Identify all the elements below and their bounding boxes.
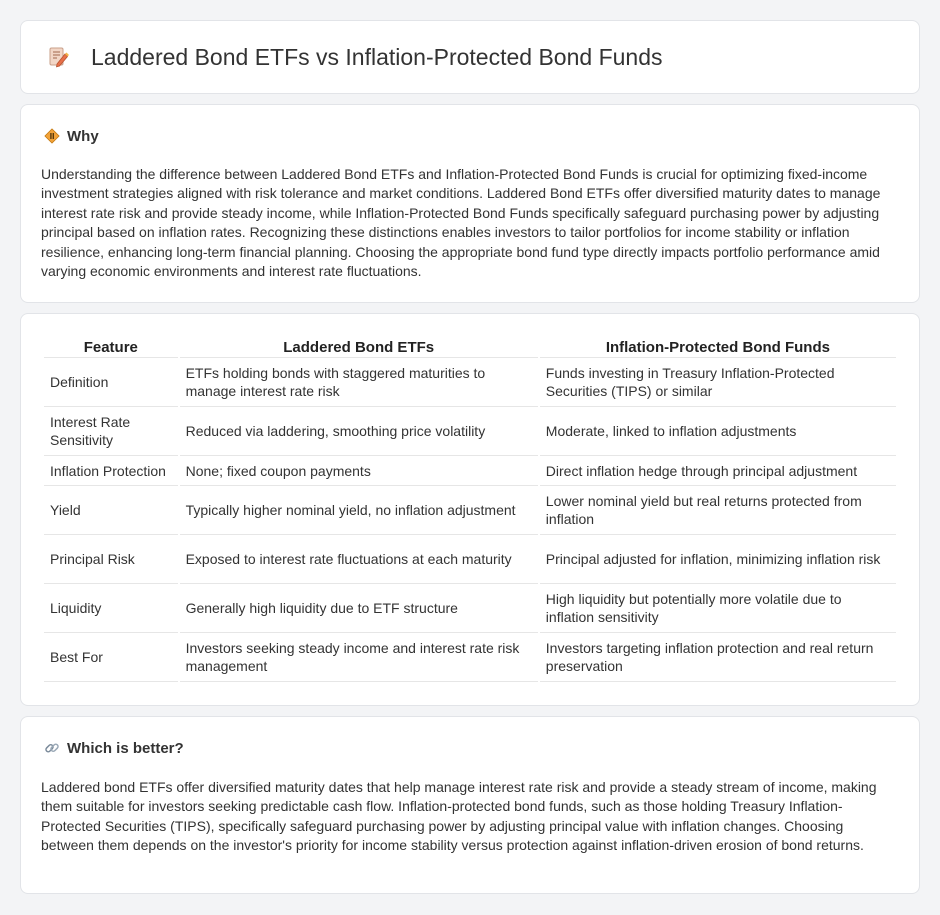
row-feature: Definition [44,358,178,407]
table-row [44,358,896,407]
better-paragraph: Laddered bond ETFs offer diversified maturity dates that help manage interest rate risk and provide a steady stream of income, making them suitable for investors seeking predictable cash flow. Inflation-protected bond funds, such as those holding Treasury Inflation-Protected Securities (TIPS), specifically safeguard purchasing power by adjusting principal value with inflation changes. Choosing between them depends on the investor's priority for income stability versus protection against inflation-driven erosion of bond returns. [41,779,877,854]
better-heading-row [43,739,184,757]
header-laddered: Laddered Bond ETFs [180,336,538,358]
header-feature: Feature [44,336,178,358]
row-laddered: Reduced via laddering, smoothing price volatility [180,407,538,456]
row-feature: Principal Risk [44,535,178,584]
why-heading: Why [67,127,99,145]
row-laddered: ETFs holding bonds with staggered maturities to manage interest rate risk [180,358,538,407]
header-inflation: Inflation-Protected Bond Funds [540,336,896,358]
table-row [44,633,896,682]
row-laddered: None; fixed coupon payments [180,456,538,486]
why-heading-row [43,127,99,145]
page-title: Laddered Bond ETFs vs Inflation-Protected Bond Funds [91,43,663,70]
row-feature: Best For [44,633,178,682]
row-inflation: Funds investing in Treasury Inflation-Protected Securities (TIPS) or similar [540,358,896,407]
document-edit-icon [47,46,69,68]
row-feature: Liquidity [44,584,178,633]
row-inflation: Lower nominal yield but real returns protected from inflation [540,486,896,535]
which-better-section [20,716,920,894]
row-laddered: Investors seeking steady income and interest rate risk management [180,633,538,682]
row-inflation: Moderate, linked to inflation adjustments [540,407,896,456]
table-row [44,486,896,535]
table-header-row [44,336,896,358]
table-row [44,407,896,456]
row-inflation: Investors targeting inflation protection and real return preservation [540,633,896,682]
row-laddered: Exposed to interest rate fluctuations at each maturity [180,535,538,584]
row-feature: Yield [44,486,178,535]
row-inflation: High liquidity but potentially more volatile due to inflation sensitivity [540,584,896,633]
row-feature: Inflation Protection [44,456,178,486]
row-laddered: Typically higher nominal yield, no inflation adjustment [180,486,538,535]
title-card [20,20,920,94]
table-row [44,584,896,633]
why-paragraph: Understanding the difference between Laddered Bond ETFs and Inflation-Protected Bond Funds is crucial for optimizing fixed-income investment strategies aligned with risk tolerance and market conditions. Laddered Bond ETFs offer diversified maturity dates to manage interest rate risk and provide steady income, while Inflation-Protected Bond Funds specifically safeguard purchasing power by adjusting principal based on inflation rates. Recognizing these distinctions enables investors to tailor portfolios for income stability or inflation resilience, enhancing long-term financial planning. Choosing the appropriate bond fund type directly impacts portfolio performance amid varying economic environments and interest rate fluctuations. [41,166,881,280]
better-heading: Which is better? [67,739,184,757]
comparison-card [20,313,920,706]
row-inflation: Direct inflation hedge through principal adjustment [540,456,896,486]
comparison-table [42,336,898,682]
table-row [44,535,896,584]
link-icon [43,739,61,757]
diamond-sign-icon [43,127,61,145]
why-section [20,104,920,303]
row-feature: Interest Rate Sensitivity [44,407,178,456]
row-inflation: Principal adjusted for inflation, minimizing inflation risk [540,535,896,584]
table-row [44,456,896,486]
row-laddered: Generally high liquidity due to ETF structure [180,584,538,633]
